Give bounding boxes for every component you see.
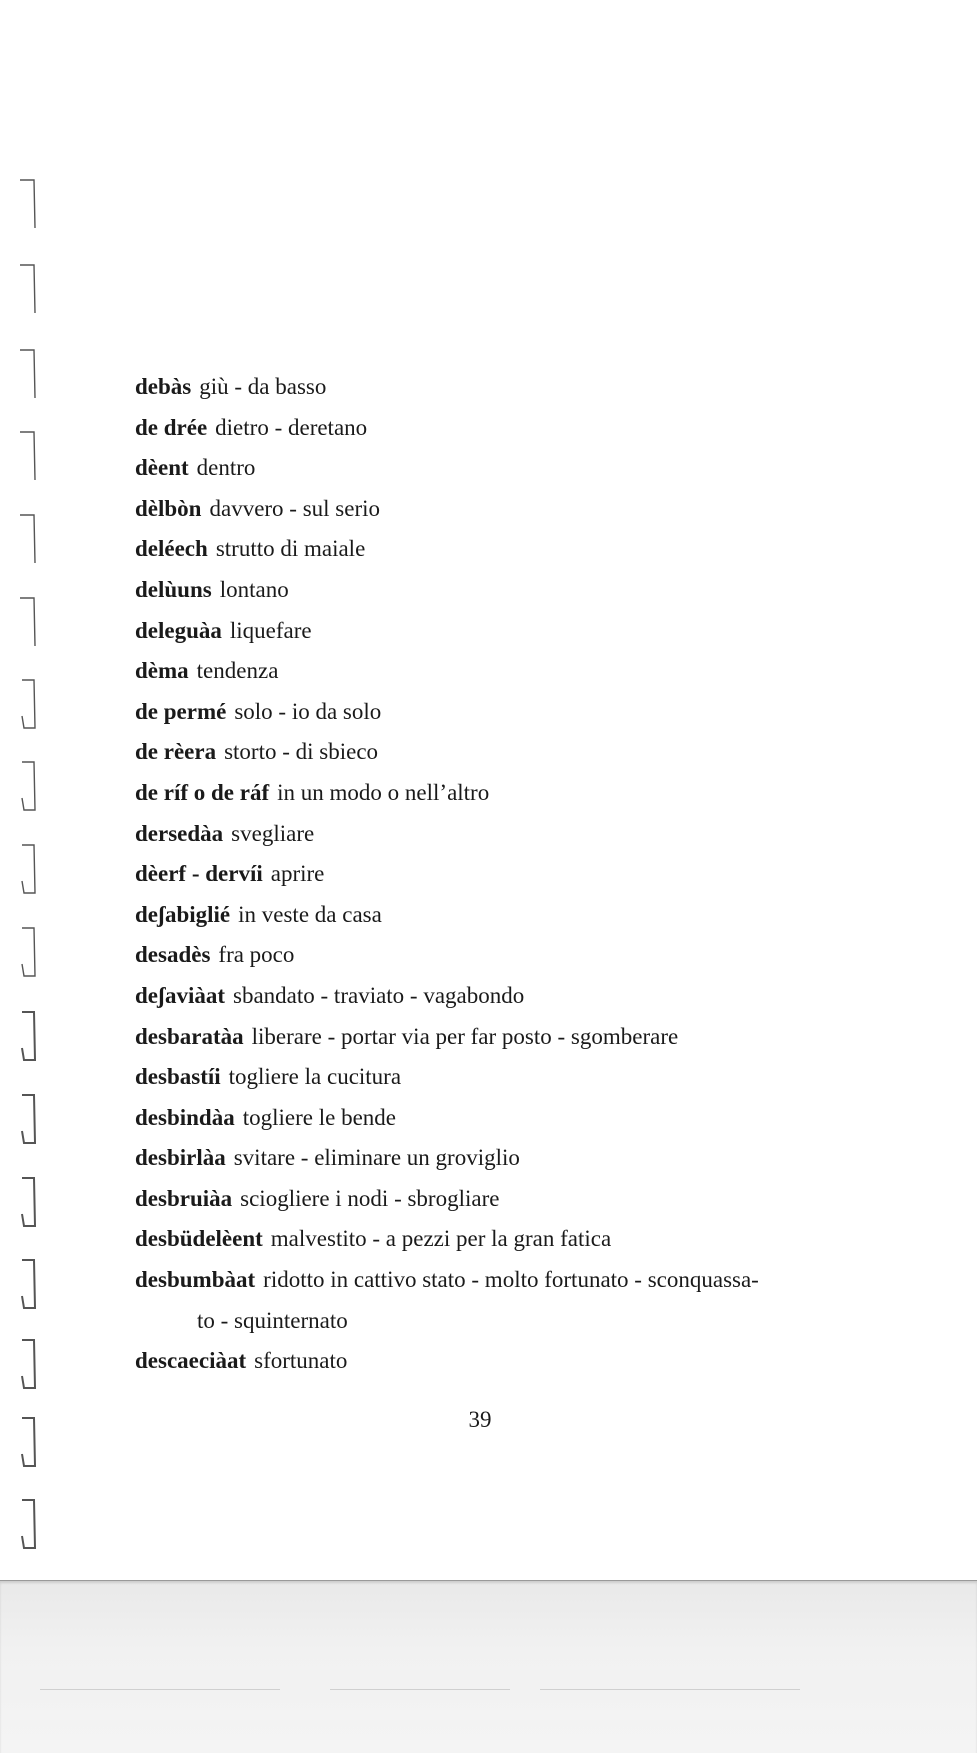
dictionary-entry: [135, 773, 835, 814]
dictionary-entry: [135, 692, 835, 733]
binding-hole-mark: [20, 180, 35, 228]
dictionary-entry: [135, 895, 835, 936]
entry-definition: liquefare: [229, 617, 312, 643]
entry-term: desbaratàa: [135, 1023, 244, 1049]
entry-definition-continuation: to - squinternato: [197, 1307, 348, 1333]
binding-hole-mark: [22, 1095, 35, 1143]
entry-term: delùuns: [135, 576, 212, 602]
entry-definition: solo - io da solo: [234, 698, 382, 724]
dictionary-entry: [135, 1098, 835, 1139]
dictionary-entry: [135, 976, 835, 1017]
entry-term: de ríf o de ráf: [135, 779, 270, 805]
entry-definition: storto - di sbieco: [224, 739, 379, 765]
binding-hole-mark: [22, 928, 35, 976]
binding-hole-mark: [22, 1500, 35, 1548]
spiral-binding-edge: [0, 0, 50, 1590]
dictionary-entry: [135, 489, 835, 530]
entry-definition: fra poco: [218, 942, 295, 968]
entry-definition: lontano: [219, 576, 289, 602]
entry-term: desbindàa: [135, 1104, 235, 1130]
entry-term: desbastíi: [135, 1064, 221, 1090]
entry-term: de drée: [135, 414, 208, 440]
dictionary-entry: [135, 732, 835, 773]
binding-hole-mark: [22, 1178, 35, 1226]
entry-term: de permé: [135, 698, 227, 724]
entry-definition: dietro - deretano: [215, 414, 368, 440]
entry-term: deʃaviàat: [135, 982, 226, 1008]
binding-hole-mark: [22, 1340, 35, 1388]
dictionary-entry: [135, 1179, 835, 1220]
entry-definition: sfortunato: [254, 1348, 348, 1374]
entry-term: dèent: [135, 455, 189, 481]
entry-definition: liberare - portar via per far posto - sgomberare: [251, 1023, 679, 1049]
entry-term: desadès: [135, 942, 211, 968]
entry-term: deleguàa: [135, 617, 222, 643]
dictionary-entry: [135, 611, 835, 652]
dictionary-entry: [135, 448, 835, 489]
entry-definition: svitare - eliminare un groviglio: [233, 1145, 520, 1171]
binding-hole-mark: [22, 1012, 35, 1060]
entry-definition: davvero - sul serio: [209, 495, 381, 521]
entry-term: de rèera: [135, 739, 217, 765]
dictionary-entry: [135, 529, 835, 570]
dictionary-entry: [135, 408, 835, 449]
entry-term: dèma: [135, 658, 189, 684]
dictionary-entries: [135, 367, 835, 1382]
entry-definition: strutto di maiale: [215, 536, 366, 562]
entry-definition: in veste da casa: [238, 901, 382, 927]
entry-definition: svegliare: [231, 820, 315, 846]
entry-term: deʃabiglié: [135, 901, 231, 927]
entry-term: dèerf - dervíi: [135, 861, 263, 887]
entry-definition: dentro: [196, 455, 256, 481]
binding-hole-mark: [20, 265, 35, 313]
entry-term: deléech: [135, 536, 208, 562]
binding-hole-mark: [20, 515, 35, 563]
entry-term: descaeciàat: [135, 1348, 247, 1374]
entry-definition: sbandato - traviato - vagabondo: [233, 982, 525, 1008]
entry-term: debàs: [135, 374, 192, 399]
entry-definition: sciogliere i nodi - sbrogliare: [240, 1185, 500, 1211]
entry-definition: giù - da basso: [199, 374, 327, 399]
entry-definition: tendenza: [196, 658, 279, 684]
dictionary-entry: [135, 1138, 835, 1179]
binding-hole-mark: [22, 680, 35, 728]
binding-hole-mark: [20, 432, 35, 480]
entry-term: desbirlàa: [135, 1145, 226, 1171]
entry-definition: ridotto in cattivo stato - molto fortunato - sconquassa-: [263, 1267, 759, 1293]
dictionary-entry: [135, 814, 835, 855]
entry-term: dèlbòn: [135, 495, 202, 521]
dictionary-entry: [135, 651, 835, 692]
entry-term: desbumbàat: [135, 1267, 256, 1293]
page-number: 39: [468, 1407, 492, 1432]
entry-definition: togliere le bende: [242, 1104, 396, 1130]
dictionary-entry: [135, 1057, 835, 1098]
dictionary-entry: [135, 935, 835, 976]
entry-term: desbruiàa: [135, 1185, 233, 1211]
dictionary-entry: [135, 854, 835, 895]
entry-term: dersedàa: [135, 820, 224, 846]
entry-term: desbüdelèent: [135, 1226, 263, 1252]
scanner-bed-band: [0, 1580, 977, 1753]
binding-hole-mark: [22, 845, 35, 893]
binding-hole-mark: [20, 350, 35, 398]
entry-definition: in un modo o nell’altro: [277, 779, 490, 805]
dictionary-entry: [135, 1260, 835, 1341]
dictionary-entry: [135, 1017, 835, 1058]
dictionary-entry: [135, 570, 835, 611]
entry-definition: togliere la cucitura: [228, 1064, 402, 1090]
binding-hole-mark: [20, 598, 35, 646]
entry-definition: aprire: [270, 861, 325, 887]
dictionary-entry: [135, 1341, 835, 1382]
entry-definition: malvestito - a pezzi per la gran fatica: [270, 1226, 612, 1252]
binding-hole-mark: [22, 1260, 35, 1308]
dictionary-entry: [135, 367, 835, 408]
binding-hole-mark: [22, 762, 35, 810]
dictionary-entry: [135, 1219, 835, 1260]
